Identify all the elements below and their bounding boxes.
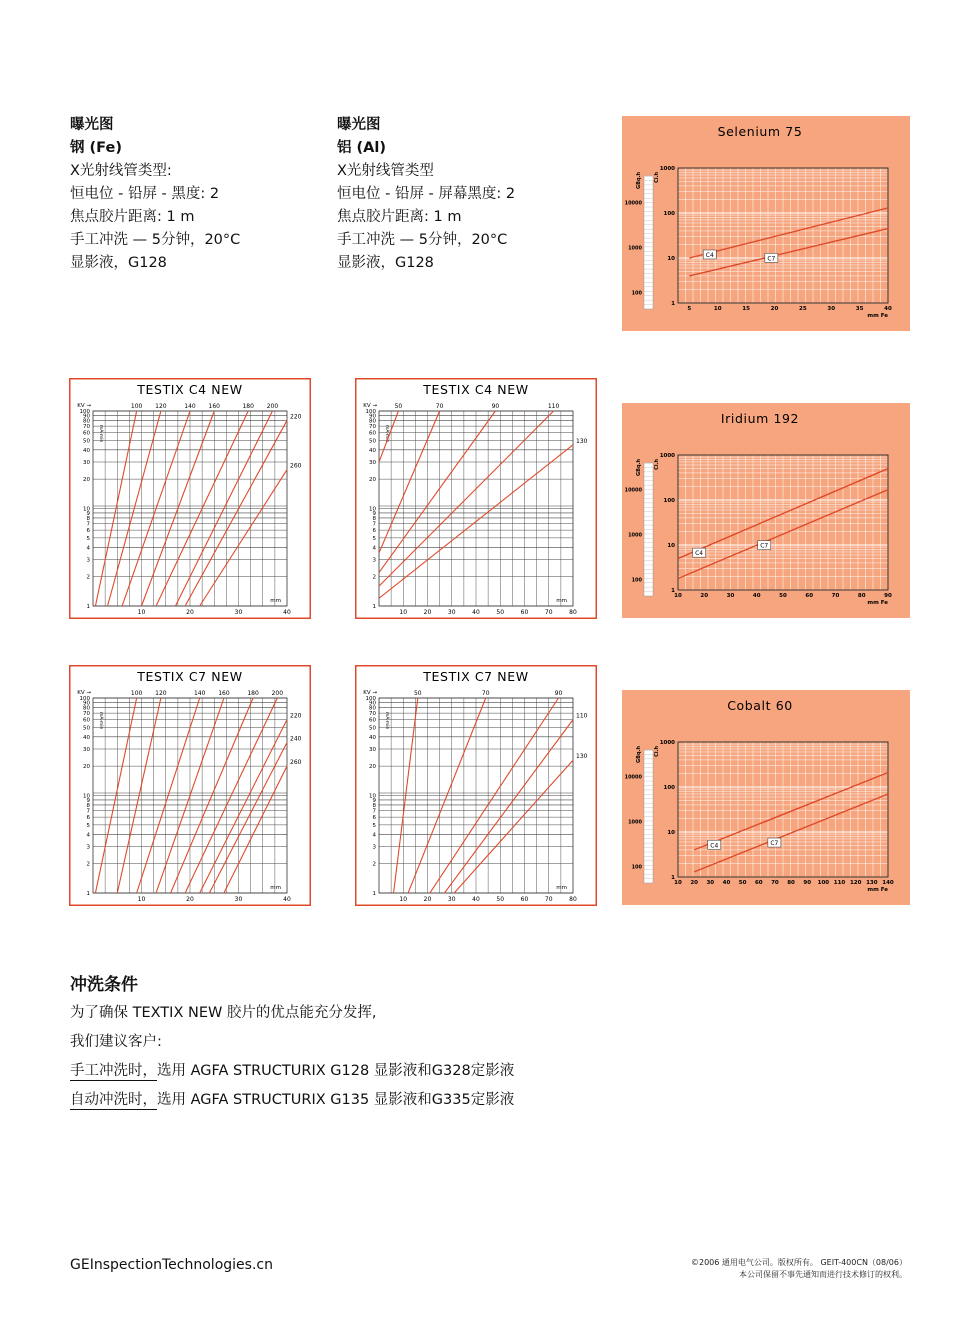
auto-label: 自动冲洗时，	[70, 1092, 157, 1108]
aluminium-info-block	[337, 114, 515, 275]
x-tick-label: 20	[770, 306, 779, 312]
series-label: 50	[413, 690, 422, 697]
y-tick-label: 90	[83, 700, 90, 707]
y-tick-label: 60	[83, 430, 90, 437]
y2-tick-label: 1000	[628, 819, 642, 826]
y-unit-label: mA·min	[384, 712, 389, 730]
y-tick-label: 70	[83, 711, 90, 718]
chart-testix-c7-al	[355, 665, 597, 906]
y-tick-label: 1	[671, 588, 675, 594]
series-label: 260	[290, 462, 302, 470]
x-tick-label: 130	[866, 880, 878, 886]
y-tick-label: 7	[86, 808, 90, 815]
y-tick-label: 5	[372, 535, 376, 542]
x-tick-label: 60	[754, 880, 763, 886]
x-tick-label: 70	[771, 880, 779, 886]
x-tick-label: 10	[399, 896, 408, 903]
series-label: 240	[290, 735, 302, 743]
series-label: 200	[271, 690, 284, 697]
series-label: C7	[760, 542, 769, 550]
y-tick-label: 70	[369, 424, 376, 431]
y-tick-label: 40	[83, 447, 90, 454]
y-tick-label: 20	[83, 764, 90, 771]
chart-background	[622, 116, 910, 331]
x-tick-label: 30	[726, 593, 735, 599]
y-tick-label: 100	[663, 498, 675, 504]
x-unit-label: mm Fe	[867, 887, 888, 893]
y2-tick-label: 1000	[628, 245, 642, 252]
y-tick-label: 1	[86, 891, 90, 897]
x-tick-label: 20	[186, 609, 194, 616]
y-tick-label: 8	[372, 802, 376, 809]
processing-title: 冲洗条件	[70, 975, 138, 995]
y-tick-label: 10	[369, 506, 376, 513]
series-label: C7	[770, 840, 779, 848]
y-tick-label: 9	[372, 510, 376, 517]
processing-section	[70, 970, 514, 1115]
x-tick-label: 25	[799, 306, 807, 312]
kv-label: KV →	[77, 690, 91, 696]
y-tick-label: 30	[369, 459, 376, 466]
y-tick-label: 3	[86, 557, 90, 564]
y-tick-label: 5	[86, 822, 90, 829]
series-label: 90	[491, 403, 500, 410]
x-tick-label: 30	[827, 306, 836, 312]
y-tick-label: 70	[83, 424, 90, 431]
x-tick-label: 10	[674, 880, 682, 886]
y-tick-label: 2	[372, 861, 376, 868]
y-tick-label: 2	[86, 861, 90, 868]
y2-unit-label: GBq.h	[636, 459, 642, 476]
series-label: 90	[554, 690, 563, 697]
y-tick-label: 60	[83, 717, 90, 724]
y-tick-label: 100	[663, 211, 675, 217]
x-tick-label: 35	[855, 306, 864, 312]
y-tick-label: 80	[369, 418, 376, 425]
x-tick-label: 90	[803, 880, 812, 886]
x-tick-label: 20	[423, 609, 432, 616]
series-label: 130	[576, 753, 588, 761]
x-tick-label: 10	[137, 609, 146, 616]
series-label: 220	[290, 712, 302, 720]
y-unit-label: Ci.h	[654, 746, 660, 757]
y-tick-label: 1000	[659, 740, 675, 746]
y-tick-label: 70	[369, 711, 376, 718]
x-tick-label: 50	[738, 880, 747, 886]
x-tick-label: 80	[569, 609, 577, 616]
chart-title: Cobalt 60	[727, 698, 793, 713]
y-tick-label: 3	[372, 557, 376, 564]
y-tick-label: 4	[86, 545, 90, 552]
y-tick-label: 90	[369, 413, 376, 420]
y-tick-label: 10	[369, 793, 376, 800]
x-tick-label: 20	[423, 896, 432, 903]
footer-rights: 本公司保留不事先通知而进行技术修订的权利。	[739, 1270, 907, 1279]
y-tick-label: 10	[83, 793, 90, 800]
x-tick-label: 20	[700, 593, 709, 599]
y-tick-label: 80	[83, 705, 90, 712]
manual-label: 手工冲洗时，	[70, 1063, 157, 1079]
x-tick-label: 20	[690, 880, 698, 886]
y-tick-label: 40	[83, 734, 90, 741]
footer-website[interactable]: GEInspectionTechnologies.cn	[70, 1257, 273, 1273]
y-tick-label: 4	[372, 545, 376, 552]
y-tick-label: 50	[83, 438, 90, 445]
y-unit-label: Ci.h	[654, 459, 660, 470]
y-tick-label: 40	[369, 734, 376, 741]
x-tick-label: 40	[283, 609, 291, 616]
series-label: 160	[208, 403, 220, 410]
series-label: 100	[130, 690, 143, 697]
x-tick-label: 70	[544, 609, 553, 616]
y-unit-label: mA·min	[384, 425, 389, 443]
x-unit-label: mm	[556, 598, 567, 604]
y-unit-label: mA·min	[98, 712, 103, 730]
aluminium-info-line: 恒电位 - 铅屏 - 屏幕黑度: 2	[337, 186, 516, 202]
series-label: 120	[155, 690, 167, 697]
x-unit-label: mm	[556, 885, 567, 891]
chart-title: Iridium 192	[720, 411, 800, 426]
y-tick-label: 10	[667, 256, 675, 262]
series-label: C7	[767, 255, 776, 263]
x-unit-label: mm	[270, 885, 281, 891]
x-tick-label: 90	[884, 593, 892, 599]
chart-testix-c7-fe	[69, 665, 311, 906]
chart-title: TESTIX C7 NEW	[137, 669, 243, 684]
aluminium-info-line: 显影液，G128	[337, 255, 434, 271]
chart-iridium-192	[622, 403, 910, 618]
y-tick-label: 8	[372, 515, 376, 522]
chart-title: TESTIX C4 NEW	[137, 382, 243, 397]
chart-testix-c4-fe	[69, 378, 311, 619]
y-tick-label: 10	[667, 830, 675, 836]
series-label: 100	[130, 403, 143, 410]
y-tick-label: 1000	[659, 166, 675, 172]
x-tick-label: 30	[706, 880, 715, 886]
chart-cobalt-60	[622, 690, 910, 905]
aluminium-info-title: 曝光图	[337, 117, 381, 133]
series-label: 220	[290, 413, 302, 421]
series-label: C4	[705, 251, 714, 259]
y-tick-label: 30	[83, 746, 90, 753]
y-tick-label: 4	[86, 832, 90, 839]
series-label: 160	[218, 690, 230, 697]
x-tick-label: 10	[674, 593, 682, 599]
y-tick-label: 1	[671, 875, 675, 881]
series-label: 200	[266, 403, 279, 410]
y-tick-label: 10	[667, 543, 675, 549]
y-tick-label: 6	[86, 815, 90, 822]
x-tick-label: 20	[186, 896, 194, 903]
x-tick-label: 60	[520, 896, 529, 903]
steel-material: 钢 (Fe)	[70, 140, 122, 156]
aluminium-info-line: X光射线管类型	[337, 163, 434, 179]
y-tick-label: 80	[83, 418, 90, 425]
y2-tick-label: 100	[631, 864, 642, 871]
series-label: 110	[547, 403, 560, 410]
y-unit-label: Ci.h	[654, 172, 660, 183]
series-label: 120	[155, 403, 167, 410]
x-tick-label: 40	[722, 880, 731, 886]
series-label: 130	[576, 437, 588, 445]
y-tick-label: 9	[86, 510, 90, 517]
y-tick-label: 2	[372, 574, 376, 581]
x-unit-label: mm	[270, 598, 281, 604]
y-tick-label: 1000	[659, 453, 675, 459]
x-tick-label: 60	[520, 609, 529, 616]
processing-auto	[70, 1086, 514, 1115]
x-tick-label: 50	[496, 609, 505, 616]
y-tick-label: 6	[372, 815, 376, 822]
y-tick-label: 50	[83, 725, 90, 732]
x-tick-label: 40	[884, 306, 892, 312]
y-tick-label: 7	[86, 521, 90, 528]
x-tick-label: 30	[234, 609, 243, 616]
steel-info-line: 焦点胶片距离: 1 m	[70, 209, 195, 225]
chart-title: TESTIX C7 NEW	[423, 669, 529, 684]
aluminium-info-line: 焦点胶片距离: 1 m	[337, 209, 462, 225]
y-tick-label: 20	[369, 477, 376, 484]
y-tick-label: 3	[372, 844, 376, 851]
footer-copyright: ©2006 通用电气公司。版权所有。 GEIT-400CN（08/06）	[691, 1258, 907, 1267]
steel-info-line: 手工冲洗 — 5分钟，20°C	[70, 232, 241, 248]
x-tick-label: 40	[472, 896, 480, 903]
steel-info-block	[70, 114, 240, 275]
kv-label: KV →	[77, 403, 91, 409]
x-tick-label: 10	[713, 306, 722, 312]
y-tick-label: 20	[83, 477, 90, 484]
series-label: 140	[184, 403, 196, 410]
footer-legal	[691, 1257, 907, 1281]
steel-info-line: X光射线管类型:	[70, 163, 172, 179]
y-tick-label: 3	[86, 844, 90, 851]
y-tick-label: 60	[369, 430, 376, 437]
y-tick-label: 20	[369, 764, 376, 771]
manual-text: 选用 AGFA STRUCTURIX G128 显影液和G328定影液	[157, 1063, 515, 1079]
x-tick-label: 80	[857, 593, 866, 599]
x-tick-label: 40	[472, 609, 480, 616]
processing-manual	[70, 1057, 514, 1086]
y-tick-label: 2	[86, 574, 90, 581]
x-tick-label: 50	[779, 593, 787, 599]
y-tick-label: 90	[83, 413, 90, 420]
y-tick-label: 90	[369, 700, 376, 707]
y-tick-label: 50	[369, 725, 376, 732]
chart-selenium-75	[622, 116, 910, 331]
y2-tick-label: 100	[631, 290, 642, 297]
x-tick-label: 50	[496, 896, 505, 903]
y2-unit-label: GBq.h	[636, 746, 642, 763]
y2-tick-label: 100	[631, 577, 642, 584]
chart-background	[622, 403, 910, 618]
y-tick-label: 10	[83, 506, 90, 513]
y2-unit-label: GBq.h	[636, 172, 642, 189]
x-tick-label: 120	[849, 880, 862, 886]
x-tick-label: 110	[833, 880, 846, 886]
y-unit-label: mA·min	[98, 425, 103, 443]
chart-background	[622, 690, 910, 905]
x-tick-label: 30	[447, 609, 456, 616]
series-label: 70	[481, 690, 490, 697]
series-label: C4	[710, 842, 719, 850]
x-tick-label: 10	[137, 896, 146, 903]
steel-info-line: 显影液，G128	[70, 255, 167, 271]
x-unit-label: mm Fe	[867, 600, 888, 606]
y2-tick-label: 1000	[628, 532, 642, 539]
x-tick-label: 80	[569, 896, 577, 903]
x-tick-label: 10	[399, 609, 408, 616]
y-tick-label: 30	[369, 746, 376, 753]
x-unit-label: mm Fe	[867, 313, 888, 319]
processing-recommend: 我们建议客户:	[70, 1034, 162, 1050]
y-tick-label: 8	[86, 515, 90, 522]
x-tick-label: 40	[752, 593, 761, 599]
y2-tick-label: 10000	[624, 774, 642, 781]
x-tick-label: 70	[544, 896, 553, 903]
y-tick-label: 1	[671, 301, 675, 307]
chart-title: TESTIX C4 NEW	[423, 382, 529, 397]
x-tick-label: 30	[447, 896, 456, 903]
series-label: 110	[576, 712, 588, 720]
y-tick-label: 50	[369, 438, 376, 445]
y-tick-label: 1	[372, 604, 376, 610]
series-label: 140	[193, 690, 206, 697]
series-label: 50	[394, 403, 403, 410]
chart-title: Selenium 75	[717, 124, 803, 139]
y-tick-label: 80	[369, 705, 376, 712]
y-tick-label: 1	[372, 891, 376, 897]
y-tick-label: 8	[86, 802, 90, 809]
auto-text: 选用 AGFA STRUCTURIX G135 显影液和G335定影液	[157, 1092, 515, 1108]
y2-tick-label: 10000	[624, 487, 642, 494]
x-tick-label: 15	[742, 306, 750, 312]
y-tick-label: 100	[365, 696, 376, 702]
y-tick-label: 60	[369, 717, 376, 724]
x-tick-label: 40	[283, 896, 291, 903]
chart-testix-c4-al	[355, 378, 597, 619]
y-tick-label: 100	[79, 696, 90, 702]
x-tick-label: 100	[817, 880, 830, 886]
y-tick-label: 30	[83, 459, 90, 466]
x-tick-label: 60	[805, 593, 814, 599]
x-tick-label: 140	[882, 880, 894, 886]
kv-label: KV →	[363, 690, 377, 696]
series-label: 260	[290, 759, 302, 767]
y-tick-label: 4	[372, 832, 376, 839]
y2-tick-label: 10000	[624, 200, 642, 207]
aluminium-material: 铝 (Al)	[337, 140, 386, 156]
processing-intro: 为了确保 TEXTIX NEW 胶片的优点能充分发挥,	[70, 1005, 377, 1021]
y-tick-label: 6	[86, 528, 90, 535]
y-tick-label: 5	[372, 822, 376, 829]
series-label: 180	[247, 690, 259, 697]
series-label: 70	[435, 403, 444, 410]
y-tick-label: 6	[372, 528, 376, 535]
y-tick-label: 7	[372, 521, 376, 528]
y-tick-label: 100	[365, 409, 376, 415]
y-tick-label: 100	[663, 785, 675, 791]
x-tick-label: 5	[687, 306, 692, 312]
y-tick-label: 9	[372, 797, 376, 804]
steel-info-title: 曝光图	[70, 117, 114, 133]
y-tick-label: 1	[86, 604, 90, 610]
y-tick-label: 7	[372, 808, 376, 815]
series-label: 180	[242, 403, 254, 410]
aluminium-info-line: 手工冲洗 — 5分钟，20°C	[337, 232, 508, 248]
steel-info-line: 恒电位 - 铅屏 - 黑度: 2	[70, 186, 220, 202]
x-tick-label: 30	[234, 896, 243, 903]
x-tick-label: 80	[787, 880, 795, 886]
x-tick-label: 70	[831, 593, 840, 599]
y-tick-label: 9	[86, 797, 90, 804]
kv-label: KV →	[363, 403, 377, 409]
y-tick-label: 40	[369, 447, 376, 454]
y-tick-label: 5	[86, 535, 90, 542]
series-label: C4	[695, 550, 704, 558]
y-tick-label: 100	[79, 409, 90, 415]
